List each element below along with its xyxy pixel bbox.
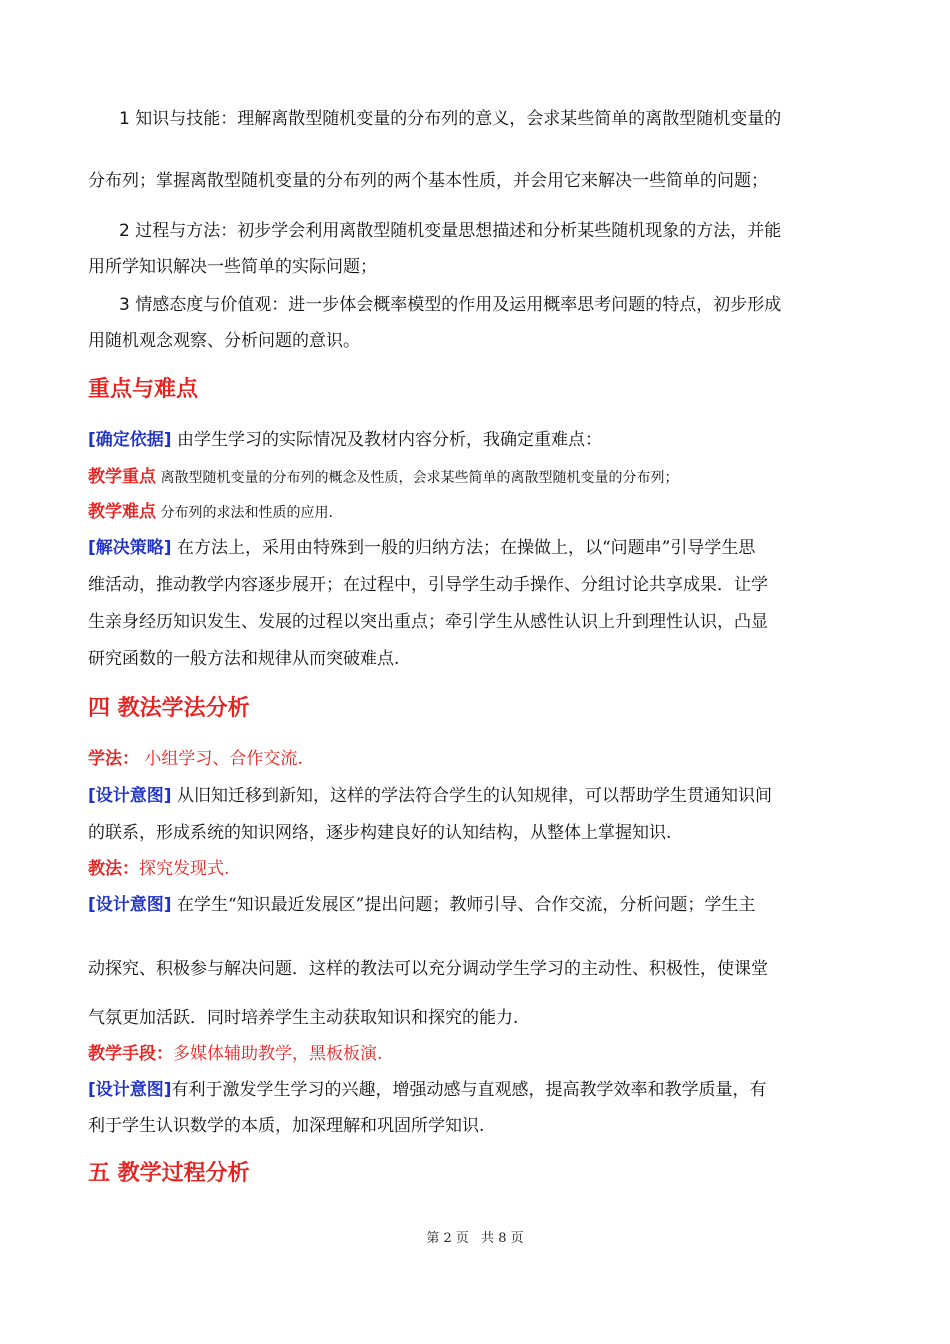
strategy-label: [解决策略] [88,538,172,558]
key-point-line [88,465,866,490]
teaching-means-line [88,1042,866,1066]
emotion-label: 3 情感态度与价值观： [119,295,289,315]
teaching-method-text: 探究发现式. [139,859,230,879]
process-objective-line [119,219,866,243]
design-intent-2-line [88,893,866,917]
strategy-line-2: 维活动，推动教学内容逐步展开；在过程中，引导学生动手操作、分组讨论共享成果．让学 [88,575,768,595]
learning-method-text: 小组学习、合作交流. [139,749,303,769]
basis-line [88,428,866,452]
basis-label: [确定依据] [88,430,172,450]
key-point-label: 教学重点 [88,467,156,487]
design-intent-1-line [88,784,866,808]
learning-method-line [88,747,866,771]
knowledge-label: 1 知识与技能： [119,109,238,129]
page-number: 第 2 页 [426,1231,469,1246]
strategy-line [88,536,866,560]
page-total: 共 8 页 [481,1231,524,1246]
page-footer [0,1230,950,1248]
learning-method-label: 学法： [88,749,139,769]
teaching-method-label: 教法： [88,859,139,879]
knowledge-objective-line [119,107,866,131]
teaching-means-text: 多媒体辅助教学，黑板板演. [173,1044,383,1064]
strategy-line-3: 生亲身经历知识发生、发展的过程以突出重点；牵引学生从感性认识上升到理性认识，凸显 [88,612,768,632]
difficulty-text: 分布列的求法和性质的应用. [156,505,333,521]
strategy-line-4: 研究函数的一般方法和规律从而突破难点. [88,649,400,669]
knowledge-objective-line-2: 分布列；掌握离散型随机变量的分布列的两个基本性质，并会用它来解决一些简单的问题； [88,171,768,191]
key-point-text: 离散型随机变量的分布列的概念及性质，会求某些简单的离散型随机变量的分布列； [156,470,679,486]
design-intent-1-text: 从旧知迁移到新知，这样的学法符合学生的认知规律，可以帮助学生贯通知识间 [171,786,772,806]
methods-heading: 四 教法学法分析 [88,696,250,721]
difficulty-label: 教学难点 [88,502,156,522]
emotion-text: 进一步体会概率模型的作用及运用概率思考问题的特点，初步形成 [288,295,782,315]
strategy-text: 在方法上，采用由特殊到一般的归纳方法；在操做上，以“问题串”引导学生思 [171,538,756,558]
design-intent-3-line-2: 利于学生认识数学的本质，加深理解和巩固所学知识. [88,1116,485,1136]
design-intent-3-line [88,1078,866,1102]
emotion-objective-line [119,293,866,317]
design-intent-2-label: [设计意图] [88,895,172,915]
process-heading: 五 教学过程分析 [88,1161,250,1186]
teaching-method-line [88,857,866,881]
design-intent-2-line-3: 气氛更加活跃．同时培养学生主动获取知识和探究的能力. [88,1008,519,1028]
process-objective-line-2: 用所学知识解决一些简单的实际问题； [88,257,377,277]
design-intent-3-label: [设计意图] [88,1080,172,1100]
design-intent-1-label: [设计意图] [88,786,172,806]
process-label: 2 过程与方法： [119,221,238,241]
emotion-objective-line-2: 用随机观念观察、分析问题的意识。 [88,331,360,351]
basis-text: 由学生学习的实际情况及教材内容分析，我确定重难点： [171,430,602,450]
design-intent-2-line-2: 动探究、积极参与解决问题．这样的教法可以充分调动学生学习的主动性、积极性，使课堂 [88,959,768,979]
design-intent-3-text: 有利于激发学生学习的兴趣，增强动感与直观感，提高教学效率和教学质量，有 [171,1080,767,1100]
key-points-heading: 重点与难点 [88,377,199,402]
design-intent-1-line-2: 的联系，形成系统的知识网络，逐步构建良好的认知结构，从整体上掌握知识. [88,823,672,843]
process-text: 初步学会利用离散型随机变量思想描述和分析某些随机现象的方法，并能 [237,221,782,241]
design-intent-2-text: 在学生“知识最近发展区”提出问题；教师引导、合作交流，分析问题；学生主 [171,895,756,915]
teaching-means-label: 教学手段： [88,1044,173,1064]
difficulty-line [88,500,866,525]
knowledge-text: 理解离散型随机变量的分布列的意义，会求某些简单的离散型随机变量的 [237,109,782,129]
